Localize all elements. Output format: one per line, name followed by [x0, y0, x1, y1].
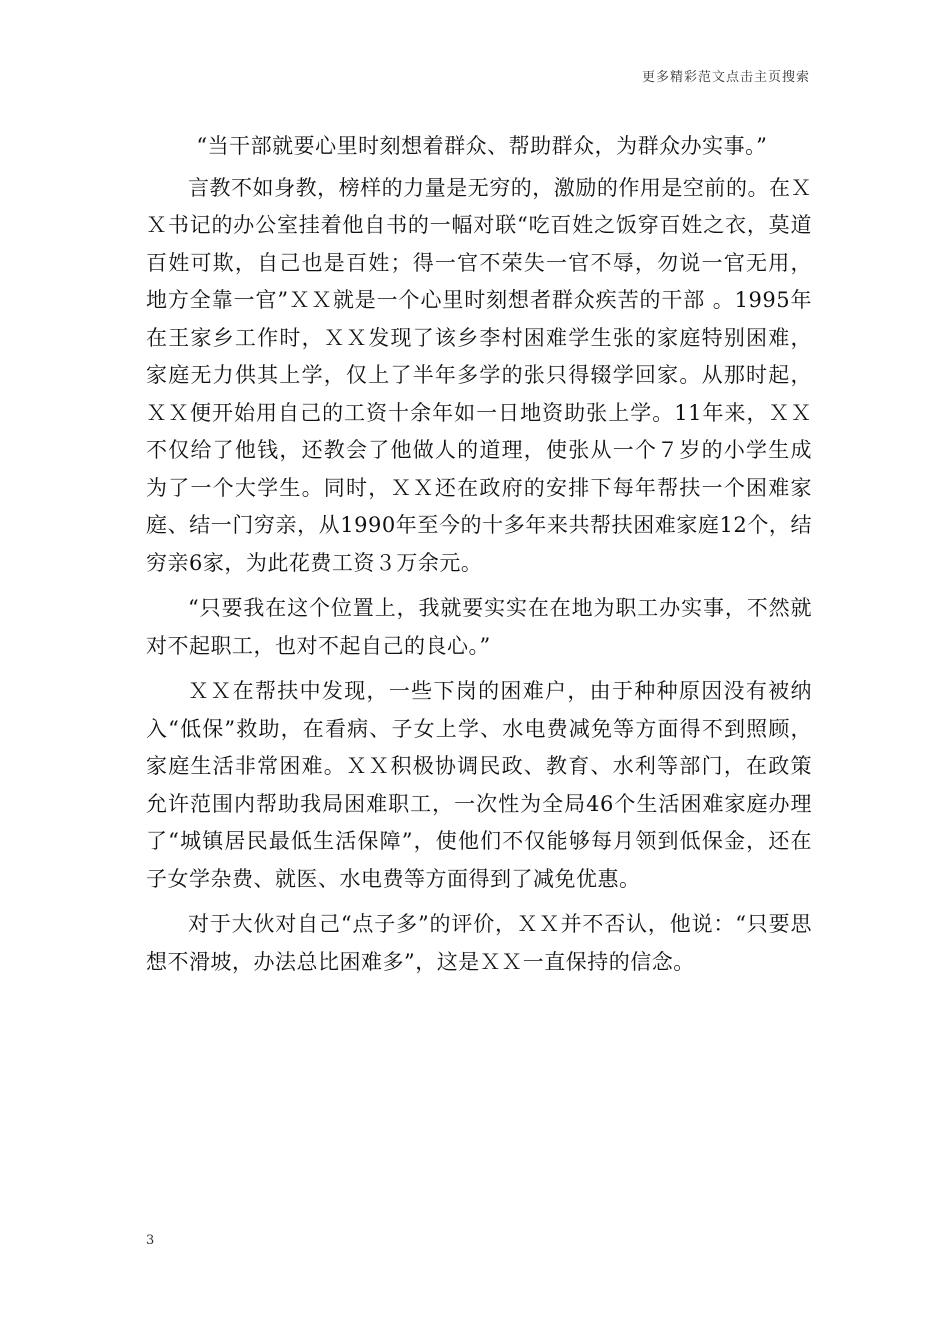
paragraph-example-2: ＸＸ在帮扶中发现，一些下岗的困难户，由于种种原因没有被纳入“低保”救助，在看病、子女上学、水电费减免等方面得不到照顾，家庭生活非常困难。ＸＸ积极协调民政、教育、水利等部门，在政策允许范围内帮助我局困难职工，一次性为全局46个生活困难家庭办理了“城镇居民最低生活保障”，使他们不仅能够每月领到低保金，还在子女学杂费、就医、水电费等方面得到了减免优惠。: [146, 679, 812, 891]
document-body: [146, 128, 812, 981]
paragraph-quote-1: “当干部就要心里时刻想着群众、帮助群众，为群众办实事。”: [196, 134, 768, 158]
page-number: 3: [146, 1233, 155, 1248]
paragraph-quote-2: “只要我在这个位置上，我就要实实在在地为职工办实事，不然就对不起职工，也对不起自己的良心。”: [146, 596, 812, 658]
paragraph-conclusion: 对于大伙对自己“点子多”的评价，ＸＸ并不否认，他说：“只要思想不滑坡，办法总比困难多”，这是ＸＸ一直保持的信念。: [146, 912, 812, 974]
paragraph-example-1: 言教不如身教，榜样的力量是无穷的，激励的作用是空前的。在ＸＸ书记的办公室挂着他自书的一幅对联“吃百姓之饭穿百姓之衣，莫道百姓可欺，自己也是百姓；得一官不荣失一官不辱，勿说一官无用，地方全靠一官”ＸＸ就是一个心里时刻想者群众疾苦的干部 。1995年在王家乡工作时，ＸＸ发现了该乡李村困难学生张的家庭特别困难，家庭无力供其上学，仅上了半年多学的张只得辍学回家。从那时起，ＸＸ便开始用自己的工资十余年如一日地资助张上学。11年来，ＸＸ不仅给了他钱，还教会了他做人的道理，使张从一个７岁的小学生成为了一个大学生。同时，ＸＸ还在政府的安排下每年帮扶一个困难家庭、结一门穷亲，从1990年至今的十多年来共帮扶困难家庭12个，结穷亲6家，为此花费工资３万余元。: [146, 175, 812, 575]
header-note: 更多精彩范文点击主页搜索: [641, 70, 810, 85]
